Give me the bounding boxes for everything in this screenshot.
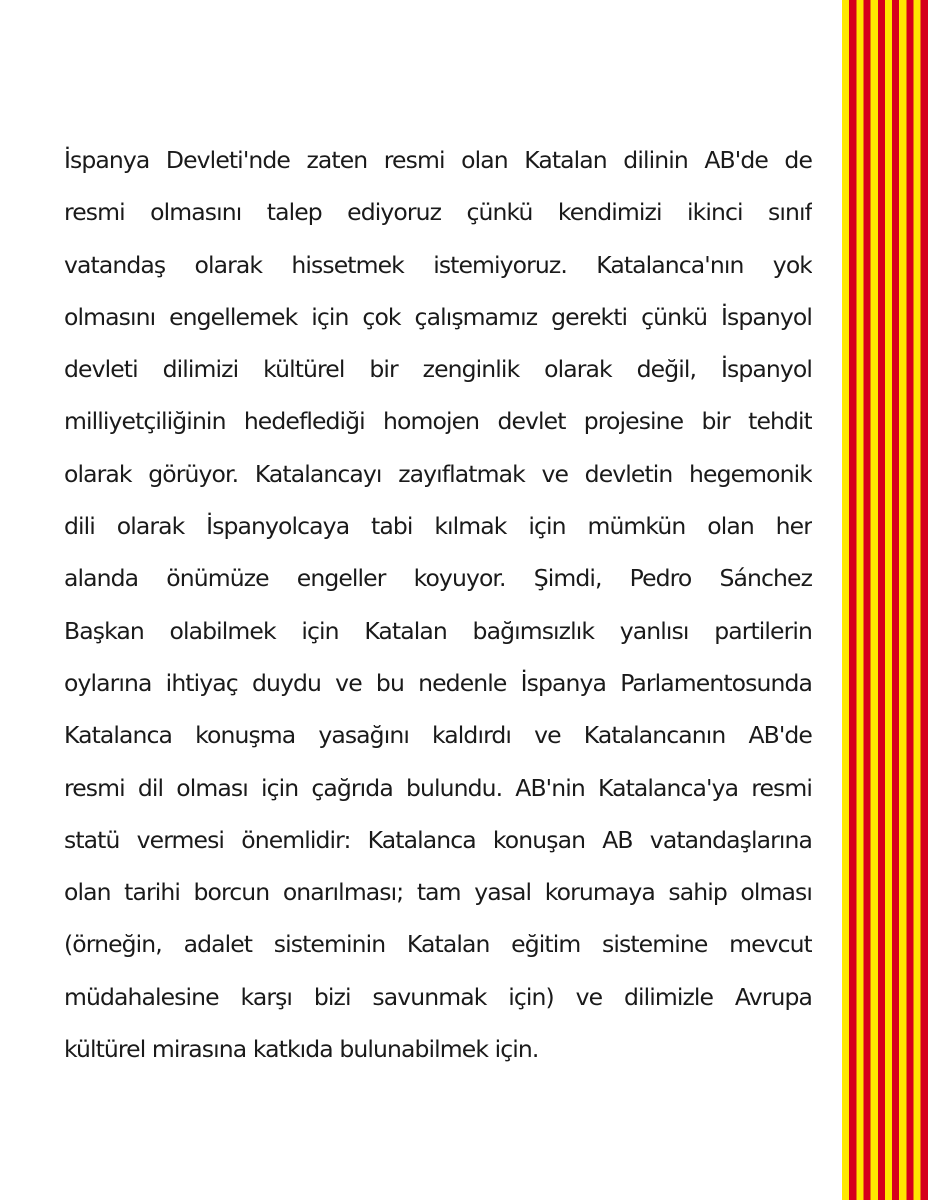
- paragraph-line: olarak görüyor. Katalancayı zayıflatmak ve devletin hegemonik: [64, 459, 812, 488]
- paragraph-line: alanda önümüze engeller koyuyor. Şimdi, Pedro Sánchez: [64, 564, 812, 593]
- paragraph-line: statü vermesi önemlidir: Katalanca konuşan AB vatandaşlarına: [64, 825, 812, 854]
- paragraph-line: olmasını engellemek için çok çalışmamız gerekti çünkü İspanyol: [64, 302, 812, 331]
- paragraph-line: resmi olmasını talep ediyoruz çünkü kendimizi ikinci sınıf: [64, 198, 812, 227]
- paragraph-line: oylarına ihtiyaç duydu ve bu nedenle İspanya Parlamentosunda: [64, 668, 812, 697]
- body-paragraph: [64, 134, 812, 1075]
- catalan-flag-stripes: [842, 0, 928, 1200]
- paragraph-line: müdahalesine karşı bizi savunmak için) ve dilimizle Avrupa: [64, 982, 812, 1011]
- paragraph-line: milliyetçiliğinin hedeflediği homojen devlet projesine bir tehdit: [64, 407, 812, 436]
- paragraph-line: vatandaş olarak hissetmek istemiyoruz. Katalanca'nın yok: [64, 250, 812, 279]
- paragraph-line: devleti dilimizi kültürel bir zenginlik olarak değil, İspanyol: [64, 355, 812, 384]
- paragraph-line: kültürel mirasına katkıda bulunabilmek için.: [64, 1035, 539, 1064]
- paragraph-line: İspanya Devleti'nde zaten resmi olan Katalan dilinin AB'de de: [64, 146, 812, 174]
- paragraph-line: resmi dil olması için çağrıda bulundu. AB'nin Katalanca'ya resmi: [64, 773, 812, 802]
- paragraph-line: Başkan olabilmek için Katalan bağımsızlık yanlısı partilerin: [64, 616, 812, 645]
- paragraph-line: olan tarihi borcun onarılması; tam yasal korumaya sahip olması: [64, 878, 812, 907]
- paragraph-line: (örneğin, adalet sisteminin Katalan eğitim sistemine mevcut: [64, 930, 812, 959]
- paragraph-line: dili olarak İspanyolcaya tabi kılmak için mümkün olan her: [64, 512, 812, 541]
- paragraph-line: Katalanca konuşma yasağını kaldırdı ve Katalancanın AB'de: [64, 721, 812, 750]
